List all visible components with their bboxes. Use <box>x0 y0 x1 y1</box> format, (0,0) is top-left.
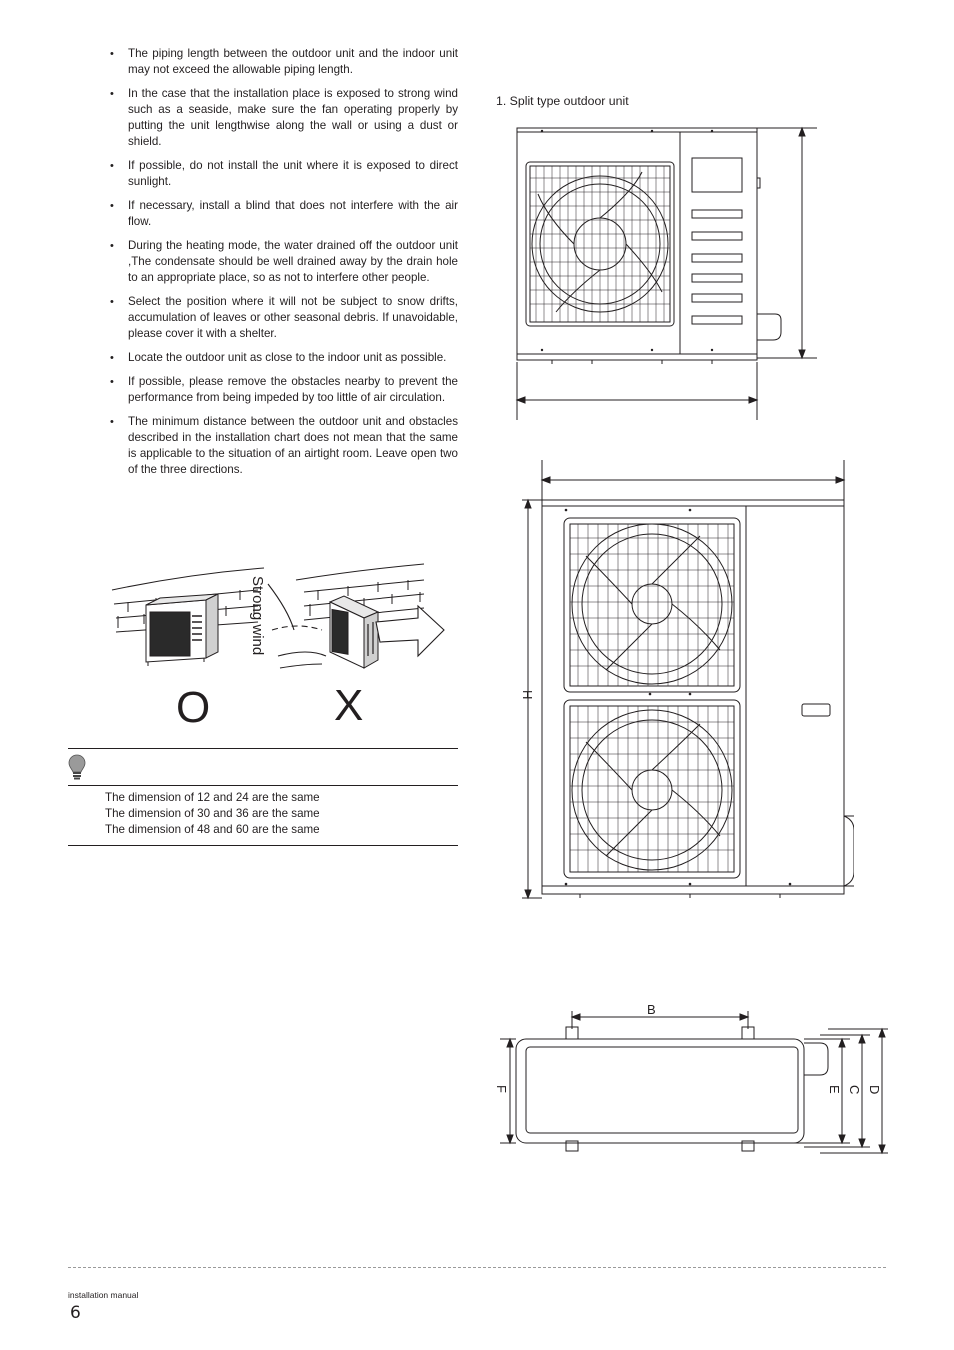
guideline-item: • If possible, please remove the obstacles nearby to prevent the performance from being impeded by too little of air circulation. <box>108 374 458 406</box>
dimension-h-label: H <box>520 690 535 700</box>
note-lines <box>105 790 320 838</box>
guideline-item: • The minimum distance between the outdoor unit and obstacles described in the installation chart does not mean that the same is applicable to the situation of an airtight room. Leave open two of the three directions. <box>108 414 458 478</box>
guideline-item: • Select the position where it will not be subject to snow drifts, accumulation of leaves or other seasonal debris. If unavoidable, please cover it with a shelter. <box>108 294 458 342</box>
note-top-rule <box>68 748 458 749</box>
dimension-note <box>68 748 458 846</box>
guideline-item: • If necessary, install a blind that does not interfere with the air flow. <box>108 198 458 230</box>
installation-guidelines-list <box>108 46 458 486</box>
guideline-item: • If possible, do not install the unit where it is exposed to direct sunlight. <box>108 158 458 190</box>
dimension-b-label: B <box>647 1002 656 1017</box>
strong-wind-label: Strong wind <box>249 576 266 656</box>
outdoor-unit-left <box>146 594 218 666</box>
wind-direction-arrow <box>376 606 444 656</box>
note-line: The dimension of 30 and 36 are the same <box>105 807 320 820</box>
wind-flow-arrows <box>268 584 326 668</box>
outdoor-unit-right <box>330 596 378 668</box>
figure-caption: 1. Split type outdoor unit <box>496 94 629 108</box>
guideline-item: • In the case that the installation place is exposed to strong wind such as a seaside, make sure the fan operating properly by putting the unit lengthwise along the wall or using a dust or shield. <box>108 86 458 150</box>
dimension-d-label: D <box>867 1085 882 1095</box>
dimension-f-label: F <box>494 1085 509 1093</box>
wind-placement-illustration <box>108 560 468 730</box>
footer-divider <box>68 1267 886 1268</box>
lightbulb-icon <box>68 754 86 780</box>
guideline-item: • During the heating mode, the water drained off the outdoor unit ,The condensate should be well drained away by the drain hole to an appropriate place, so as not to interfere other people. <box>108 238 458 286</box>
guideline-item: • Locate the outdoor unit as close to the indoor unit as possible. <box>108 350 458 366</box>
unit-top-view-dimensions <box>490 995 890 1161</box>
single-fan-unit-front-view <box>512 122 822 422</box>
twin-fan-unit-front-view <box>510 456 854 902</box>
note-line: The dimension of 12 and 24 are the same <box>105 791 320 804</box>
wrong-placement-mark: X <box>334 681 364 730</box>
dimension-e-label: E <box>827 1085 842 1094</box>
note-divider <box>68 785 458 786</box>
note-line: The dimension of 48 and 60 are the same <box>105 823 320 836</box>
correct-placement-mark: O <box>176 683 211 730</box>
page-number: 6 <box>70 1303 81 1323</box>
dimension-c-label: C <box>847 1085 862 1095</box>
note-bottom-rule <box>68 845 458 846</box>
footer-label: installation manual <box>68 1290 139 1300</box>
guideline-item: • The piping length between the outdoor unit and the indoor unit may not exceed the allowable piping length. <box>108 46 458 78</box>
